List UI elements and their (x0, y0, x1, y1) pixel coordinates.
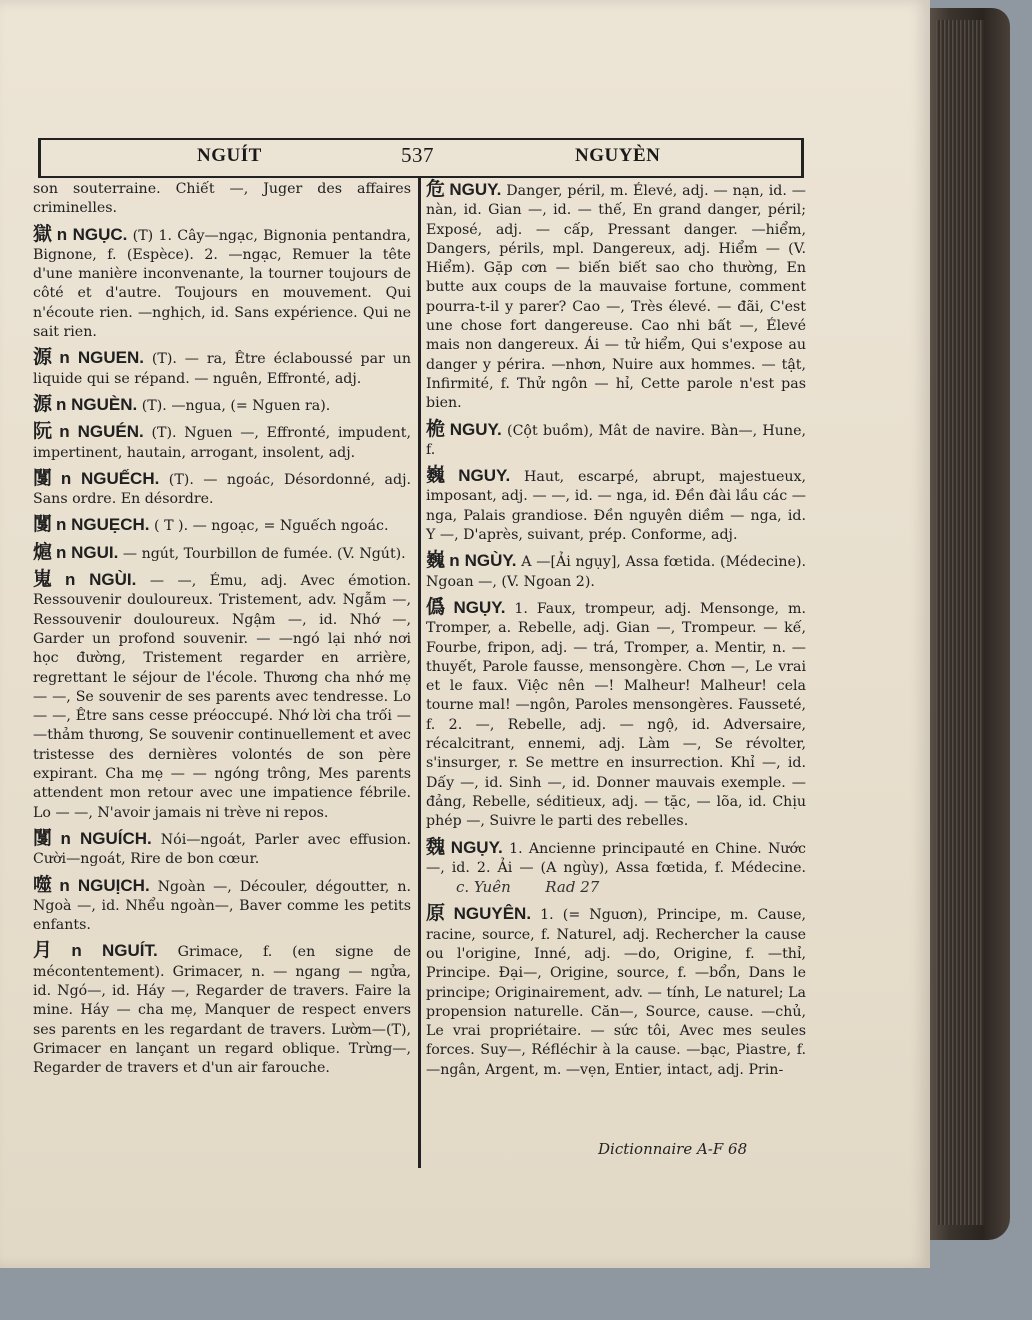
entry-headword: n NGUẸCH. (56, 515, 150, 535)
entry-text: (Cột buồm), Mât de navire. Bàn—, Hune, f. (426, 422, 806, 458)
entry-character: 源 (33, 392, 53, 415)
entry-headword: n NGUEN. (59, 348, 144, 368)
dictionary-entry (426, 551, 806, 592)
entry-text: (T). — ra, Être éclaboussé par un liquide qui se répand. — nguên, Effronté, adj. (33, 351, 411, 387)
dictionary-entry (33, 466, 412, 510)
page-stack (936, 20, 984, 1225)
entry-character: 原 (426, 902, 450, 925)
entry-headword: n NGUI. (56, 542, 119, 562)
dictionary-entry (33, 515, 411, 536)
entry-text: (T). — ngoác, Désordonné, adj. Sans ordre. En désordre. (33, 471, 412, 508)
entry-text: A —[Ải ngụy], Assa fœtida. (Médecine). Ngoan —, (V. Ngoan 2). (426, 554, 806, 590)
entry-character: 危 (426, 178, 446, 200)
entry-character: 闅 (33, 826, 57, 849)
entry-headword: n NGUẾCH. (60, 468, 160, 488)
entry-headword: NGỤY. (453, 597, 506, 617)
dictionary-entry (33, 941, 411, 1078)
entry-text: Danger, péril, m. Élevé, adj. — nạn, id. — nàn, id. Gian —, id. — thế, En grand danger, péril; Exposé, adj. — cấp, Pressant danger. —hiểm, Dangers, périls, mpl. Dangereux, adj. Hiểm — (V. Hiểm). Gặp cơn — biến biết sao cho thường, En butte aux coups de la mauvaise fortune, comment pourra-t-il y parer? Cao —, Très élevé. — đãi, C'est une chose fort dangereuse. Cao nhi bất —, Élevé mais non dangereux. Ái — tử hiểm, Qui s'expose au danger y périra. —nhơn, Nuire aux hommes. — tật, Infirmité, f. Thử ngôn — hỉ, Cette parole n'est pas bien. (426, 183, 806, 412)
entry-character: 桅 (426, 417, 446, 440)
entry-text: ( T ). — ngoạc, = Nguếch ngoác. (154, 518, 389, 535)
page-footer: Dictionnaire A-F 68 (598, 1140, 748, 1158)
column-divider (418, 176, 421, 1168)
entry-text: 1. Ancienne principauté en Chine. Nước —, id. 2. Ải — (A ngùy), Assa fœtida, f. Médecine. (426, 840, 806, 876)
entry-headword: n NGUÈN. (56, 394, 138, 414)
entry-character: 闅 (33, 466, 57, 489)
dictionary-entry (33, 826, 411, 870)
dictionary-entry (33, 873, 411, 936)
dictionary-entry (426, 180, 806, 414)
entry-headword: NGUY. (449, 180, 502, 199)
dictionary-entry (33, 570, 411, 823)
entry-headword: NGUY. (458, 466, 511, 486)
page-number: 537 (401, 143, 434, 167)
entry-text: Nói—ngoát, Parler avec effusion. Cười—ngoát, Rire de bon cœur. (33, 831, 411, 868)
dictionary-entry (426, 904, 806, 1080)
entry-character: 阮 (33, 420, 56, 443)
entry-character: 僞 (426, 595, 450, 618)
entry-text: (T). —ngua, (= Nguen ra). (141, 397, 331, 414)
entry-headword: n NGUÉN. (59, 422, 144, 442)
entry-text: Grimace, f. (en signe de mécontentement). Grimacer, n. — ngang — ngửa, id. Ngó—, id. Háy —, Regarder de travers. Faire la mine. Háy — cha mẹ, Manquer de respect envers ses parents en les regardant de travers. Lườm—(T), Grimacer en lançant un regard oblique. Trừng—, Regarder de travers et d'un air farouche. (33, 944, 411, 1077)
dictionary-entry (426, 417, 806, 461)
header-left-headword: NGUÍT (197, 145, 262, 166)
entry-character: 巍 (426, 549, 446, 572)
entry-headword: NGỤY. (450, 837, 503, 857)
book-page-edges (918, 8, 1010, 1240)
entry-text: (T) 1. Cây—ngạc, Bignonia pentandra, Bignone, f. (Espèce). 2. —ngạc, Remuer la tête d'une manière inconvenante, la tourner toujours de côté et d'autre. Toujours en mouvement. Qui n'écoute rien. —nghịch, id. Sans expérience. Qui ne sait rien. (33, 227, 411, 341)
dictionary-entry (426, 466, 806, 545)
entry-character: 月 (33, 939, 68, 962)
entry-character: 嵬 (33, 568, 61, 591)
dictionary-entry (33, 180, 411, 219)
left-column (33, 180, 411, 1078)
entry-character: 魏 (426, 835, 447, 858)
entry-headword: n NGUÍCH. (60, 828, 152, 848)
entry-headword: n NGÙY. (449, 551, 517, 571)
entry-text: 1. Faux, trompeur, adj. Mensonge, m. Tromper, a. Rebelle, adj. Gian —, Trompeur. — kế, Fourbe, fripon, adj. — trá, Tromper, a. Mentir, n. — thuyết, Parole fausse, mensongère. Chơn —, Le vrai et le faux. Việc nên —! Malheur! Malheur! cela tourne mal! —ngôn, Paroles mensongères. Fausseté, f. 2. —, Rebelle, adj. — ngộ, id. Adversaire, récalcitrant, ennemi, adj. Làm —, Se révolter, s'insurger, r. Se mettre en insurrection. Khỉ —, id. Dấy —, id. Sinh —, id. Donner mauvais exemple. — đảng, Rebelle, séditieux, adj. — tặc, — lõa, id. Chịu phép —, Suivre le parti des rebelles. (426, 600, 806, 830)
entry-headword: n NGỤC. (56, 224, 128, 244)
right-column (426, 180, 806, 1080)
header-right-headword: NGUYÈN (575, 145, 661, 166)
entry-text: Ngoàn —, Découler, dégoutter, n. Ngoà —, id. Nhểu ngoàn—, Baver comme les petits enfants. (33, 878, 411, 934)
entry-headword: NGUYÊN. (453, 904, 532, 924)
entry-character: 獄 (33, 222, 53, 245)
entry-text: — ngút, Tourbillon de fumée. (V. Ngút). (122, 545, 406, 562)
entry-headword: NGUY. (449, 419, 502, 439)
entry-text: (T). Nguen —, Effronté, impudent, impertinent, hautain, arrogant, insolent, adj. (33, 425, 411, 461)
handwritten-note: c. Yuên (456, 878, 511, 897)
handwritten-radical: Rad 27 (545, 878, 600, 897)
dictionary-entry (426, 835, 806, 899)
dictionary-entry (33, 422, 411, 463)
entry-headword: n NGUÍT. (71, 941, 158, 961)
dictionary-entry (33, 348, 411, 389)
entry-character: 闅 (33, 513, 53, 536)
entry-character: 巍 (426, 464, 455, 487)
dictionary-entry (33, 222, 411, 343)
entry-text: — —, Ému, adj. Avec émotion. Ressouvenir douloureux. Tristement, adv. Ngẫm —, Ressouvenir douloureux. Ngậm —, id. Nhớ —, Garder un profond souvenir. — —ngó lại nhớ nơi học đường, Tristement regarder en arrière, regrettant le séjour de l'école. Thương cha nhớ mẹ — —, Se souvenir de ses parents avec tendresse. Lo — —, Être sans cesse préoccupé. Nhớ lời cha trối — —thảm thương, Se souvenir continuellement et avec tristesse des dernières volontés de son père expirant. Cha mẹ — — ngóng trông, Mes parents attendent mon retour avec une impatience fébrile. Lo — —, N'avoir jamais ni trève ni repos. (33, 573, 411, 821)
dictionary-entry (33, 392, 411, 416)
entry-character: 噬 (33, 873, 56, 896)
dictionary-entry (426, 595, 806, 832)
running-header (38, 138, 804, 178)
entry-character: 熩 (33, 540, 53, 563)
entry-character: 源 (33, 346, 56, 369)
dictionary-entry (33, 540, 411, 564)
entry-headword: n NGUỊCH. (59, 875, 150, 895)
entry-text: son souterraine. Chiết —, Juger des affaires criminelles. (33, 181, 411, 217)
entry-text: 1. (= Nguơn), Principe, m. Cause, racine, source, f. Naturel, adj. Rechercher la cause ou l'origine, Inné, adj. —do, Origine, f. —thỉ, Principe. Đại—, Origine, source, f. —bổn, Dans le principe; Originairement, adv. — tính, Le naturel; La propension naturelle. Căn—, Source, cause. —chủ, Le vrai propriétaire. — sức tôi, Avec mes seules forces. Suy—, Réfléchir à la cause. —bạc, Piastre, f. —ngân, Argent, m. —vẹn, Entier, intact, adj. Prin- (426, 907, 806, 1078)
entry-headword: n NGÙI. (65, 570, 137, 590)
entry-text: Haut, escarpé, abrupt, majestueux, imposant, adj. — —, id. — nga, id. Đền đài lầu các — nga, Palais grandiose. Đền nguyên diềm — nga, id. Y —, D'après, suivant, prép. Conforme, adj. (426, 469, 806, 544)
